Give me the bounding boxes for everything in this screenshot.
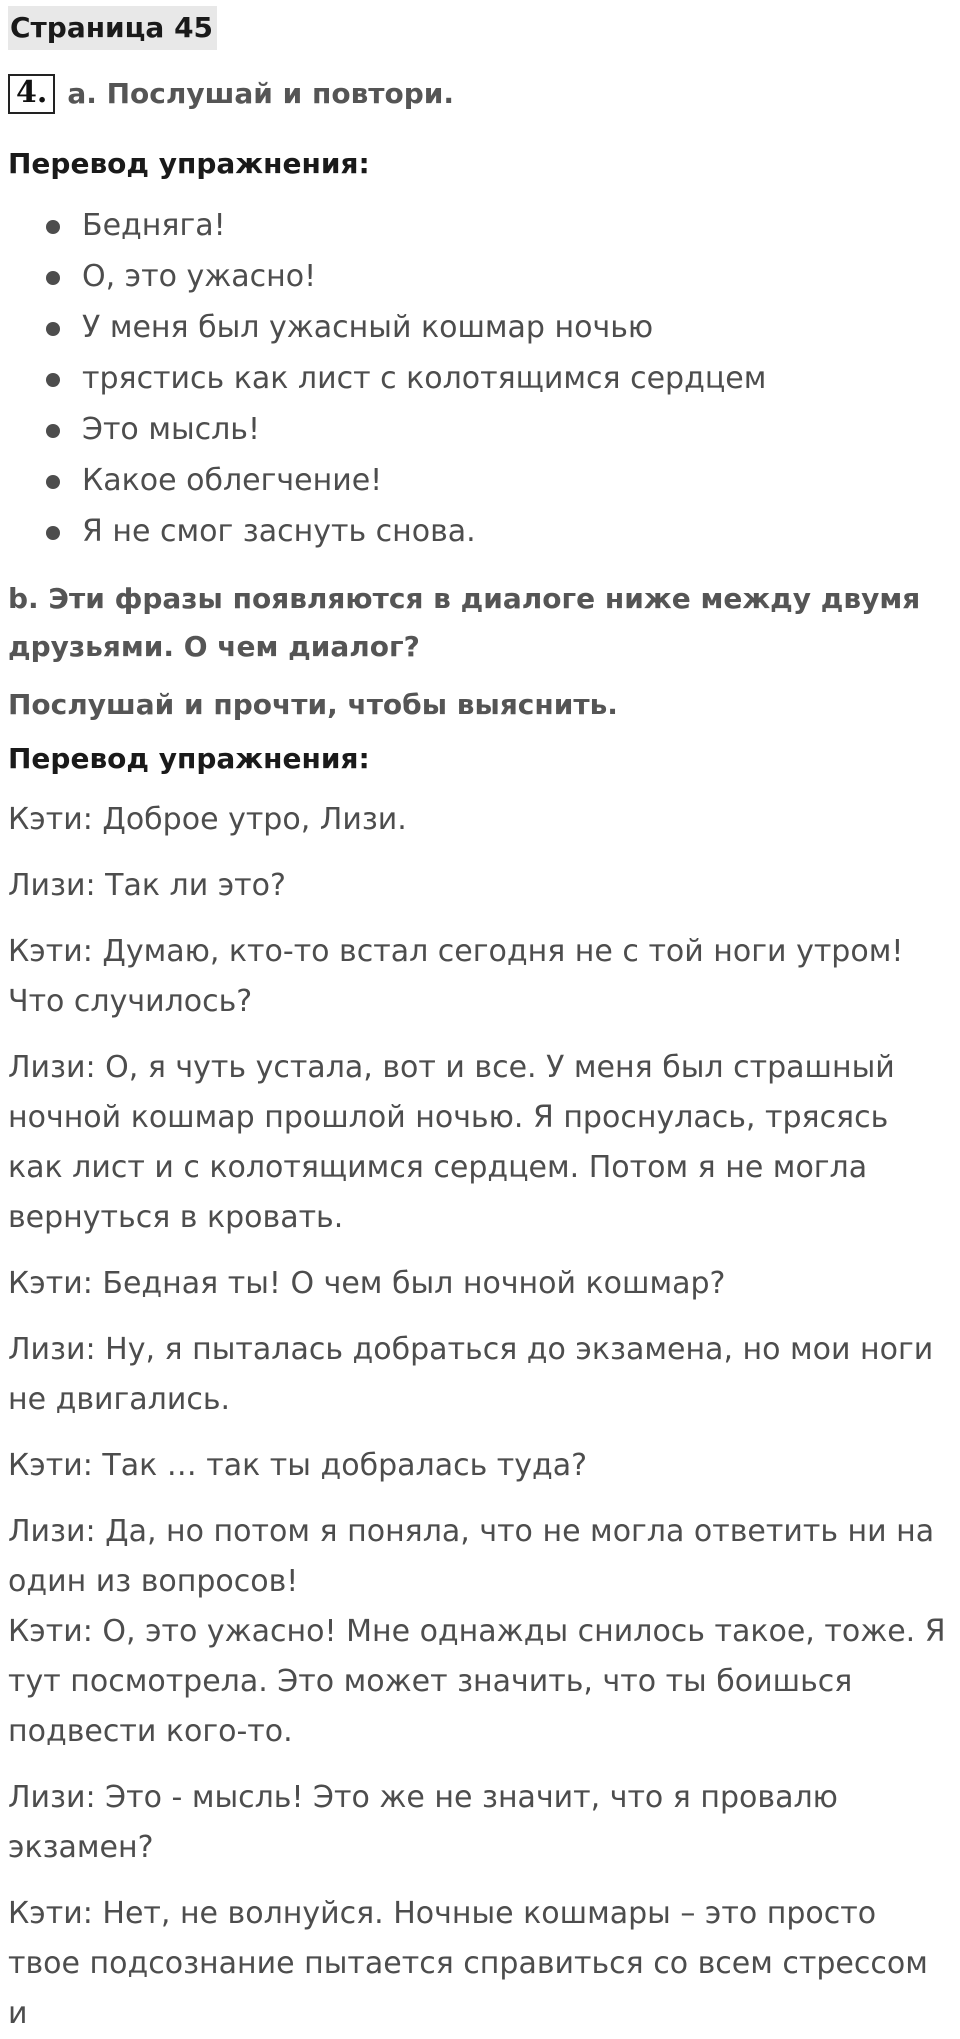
list-item: У меня был ужасный кошмар ночью [8,302,952,353]
dialogue-line: Лизи: Это - мысль! Это же не значит, что я провалю экзамен? [8,1780,838,1865]
phrase-list [8,200,952,557]
dialogue-line: Кэти: Думаю, кто-то встал сегодня не с той ноги утром! Что случилось? [8,934,904,1019]
dialogue-line: Кэти: Так … так ты добралась туда? [8,1448,588,1483]
dialogue-line: Кэти: Доброе утро, Лизи. [8,802,407,837]
translation-label: Перевод упражнения: [8,147,370,180]
list-item: О, это ужасно! [8,251,952,302]
list-item: Я не смог заснуть снова. [8,506,952,557]
list-item: Бедняга! [8,200,952,251]
page-title: Страница 45 [8,6,217,50]
dialogue [8,795,952,2039]
dialogue-line: Кэти: Нет, не волнуйся. Ночные кошмары – это просто твое подсознание пытается справиться со всем стрессом и [8,1896,928,2031]
dialogue-line: Лизи: О, я чуть устала, вот и все. У меня был страшный ночной кошмар прошлой ночью. Я проснулась, трясясь как лист и с колотящимся сердцем. Потом я не могла вернуться в кровать. [8,1050,895,1235]
dialogue-line: Лизи: Да, но потом я поняла, что не могла ответить ни на один из вопросов! [8,1514,935,1599]
part-b-instruction: b. Эти фразы появляются в диалоге ниже между двумя друзьями. О чем диалог? [8,582,921,663]
part-a-instruction: a. Послушай и повтори. [67,77,455,110]
list-item: Это мысль! [8,404,952,455]
exercise-number: 4. [8,74,55,114]
listen-read-instruction: Послушай и прочти, чтобы выяснить. [8,688,618,721]
translation-label: Перевод упражнения: [8,742,370,775]
list-item: Какое облегчение! [8,455,952,506]
dialogue-line: Лизи: Так ли это? [8,868,286,903]
dialogue-line: Кэти: Бедная ты! О чем был ночной кошмар? [8,1266,726,1301]
list-item: трястись как лист с колотящимся сердцем [8,353,952,404]
dialogue-line: Кэти: О, это ужасно! Мне однажды снилось такое, тоже. Я тут посмотрела. Это может значить, что ты боишься подвести кого-то. [8,1614,946,1749]
dialogue-line: Лизи: Ну, я пыталась добраться до экзамена, но мои ноги не двигались. [8,1332,934,1417]
exercise-heading [8,74,952,114]
